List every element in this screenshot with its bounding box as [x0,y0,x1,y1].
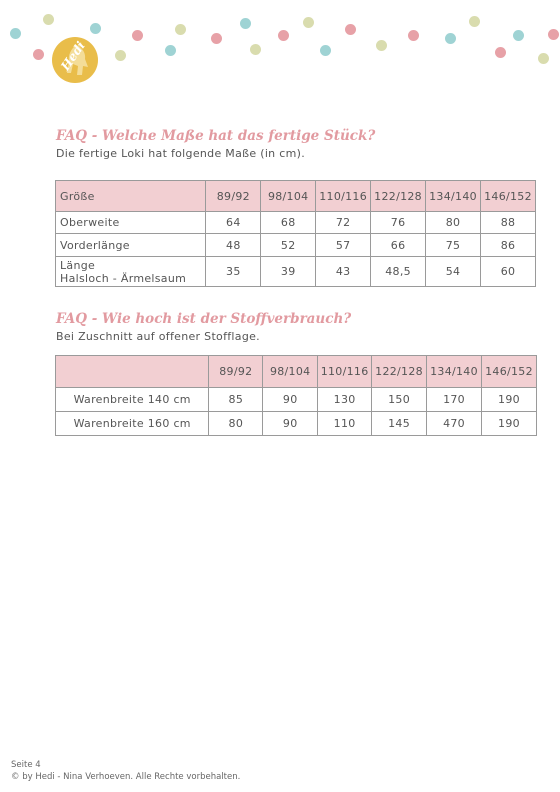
confetti-dot [175,24,186,35]
fabric-consumption-table [55,355,537,436]
table-cell: 68 [261,212,316,234]
table-cell: 110 [318,412,372,436]
measurements-table [55,180,536,287]
column-header: 122/128 [372,356,427,388]
table-cell: 90 [263,412,318,436]
column-header: 134/140 [427,356,482,388]
table-cell: 48,5 [371,257,426,287]
table-row [56,234,536,257]
column-header: 89/92 [209,356,263,388]
confetti-dot [10,28,21,39]
confetti-dot [376,40,387,51]
confetti-dot [320,45,331,56]
confetti-dot [278,30,289,41]
hedi-logo [52,37,98,83]
column-header: Größe [56,181,206,212]
table-row [56,257,536,287]
table-cell: 190 [482,412,537,436]
table-cell: 39 [261,257,316,287]
confetti-dot [90,23,101,34]
table-cell: 80 [426,212,481,234]
table-header-row [56,356,537,388]
table-cell: 470 [427,412,482,436]
row-label-line: Länge [60,258,96,272]
table-cell: 76 [371,212,426,234]
column-header: 146/152 [482,356,537,388]
confetti-dot [548,29,559,40]
table-cell: 150 [372,388,427,412]
confetti-dot [303,17,314,28]
column-header: 98/104 [263,356,318,388]
table-cell: 85 [209,388,263,412]
table-cell: 48 [206,234,261,257]
confetti-dot [132,30,143,41]
confetti-dot [165,45,176,56]
table-cell: 90 [263,388,318,412]
faq-title-fabric: FAQ - Wie hoch ist der Stoffverbrauch? [56,311,352,327]
column-header: 134/140 [426,181,481,212]
table-cell: 54 [426,257,481,287]
column-header: 110/116 [318,356,372,388]
faq-subtitle-measurements: Die fertige Loki hat folgende Maße (in cm). [56,147,305,160]
table-cell: 72 [316,212,371,234]
logo-wordmark: Hedi [58,38,88,74]
confetti-dot [345,24,356,35]
confetti-dot [538,53,549,64]
faq-subtitle-fabric: Bei Zuschnitt auf offener Stofflage. [56,330,260,343]
confetti-dot [211,33,222,44]
table-cell: 43 [316,257,371,287]
table-cell: 86 [481,234,536,257]
table-row [56,388,537,412]
copyright-notice: © by Hedi - Nina Verhoeven. Alle Rechte vorbehalten. [11,772,241,782]
page-number: Seite 4 [11,760,41,770]
table-cell: 60 [481,257,536,287]
confetti-dot [240,18,251,29]
table-header-row [56,181,536,212]
column-header: 89/92 [206,181,261,212]
table-cell: 130 [318,388,372,412]
confetti-dot [250,44,261,55]
column-header: 110/116 [316,181,371,212]
table-cell: 145 [372,412,427,436]
column-header: 122/128 [371,181,426,212]
row-label: Oberweite [56,212,206,234]
table-cell: 52 [261,234,316,257]
confetti-dot [513,30,524,41]
row-label [56,257,206,287]
column-header [56,356,209,388]
column-header: 146/152 [481,181,536,212]
confetti-dot [33,49,44,60]
table-cell: 64 [206,212,261,234]
table-cell: 75 [426,234,481,257]
column-header: 98/104 [261,181,316,212]
confetti-dot [115,50,126,61]
row-label-line: Halsloch - Ärmelsaum [60,271,187,285]
row-label: Vorderlänge [56,234,206,257]
row-label: Warenbreite 140 cm [56,388,209,412]
table-cell: 35 [206,257,261,287]
table-row [56,212,536,234]
confetti-dot [408,30,419,41]
confetti-dot [495,47,506,58]
table-row [56,412,537,436]
table-cell: 88 [481,212,536,234]
table-cell: 57 [316,234,371,257]
table-cell: 80 [209,412,263,436]
confetti-dot [445,33,456,44]
table-cell: 66 [371,234,426,257]
confetti-dot [469,16,480,27]
row-label: Warenbreite 160 cm [56,412,209,436]
table-cell: 170 [427,388,482,412]
confetti-dot [43,14,54,25]
table-cell: 190 [482,388,537,412]
faq-title-measurements: FAQ - Welche Maße hat das fertige Stück? [56,128,376,144]
